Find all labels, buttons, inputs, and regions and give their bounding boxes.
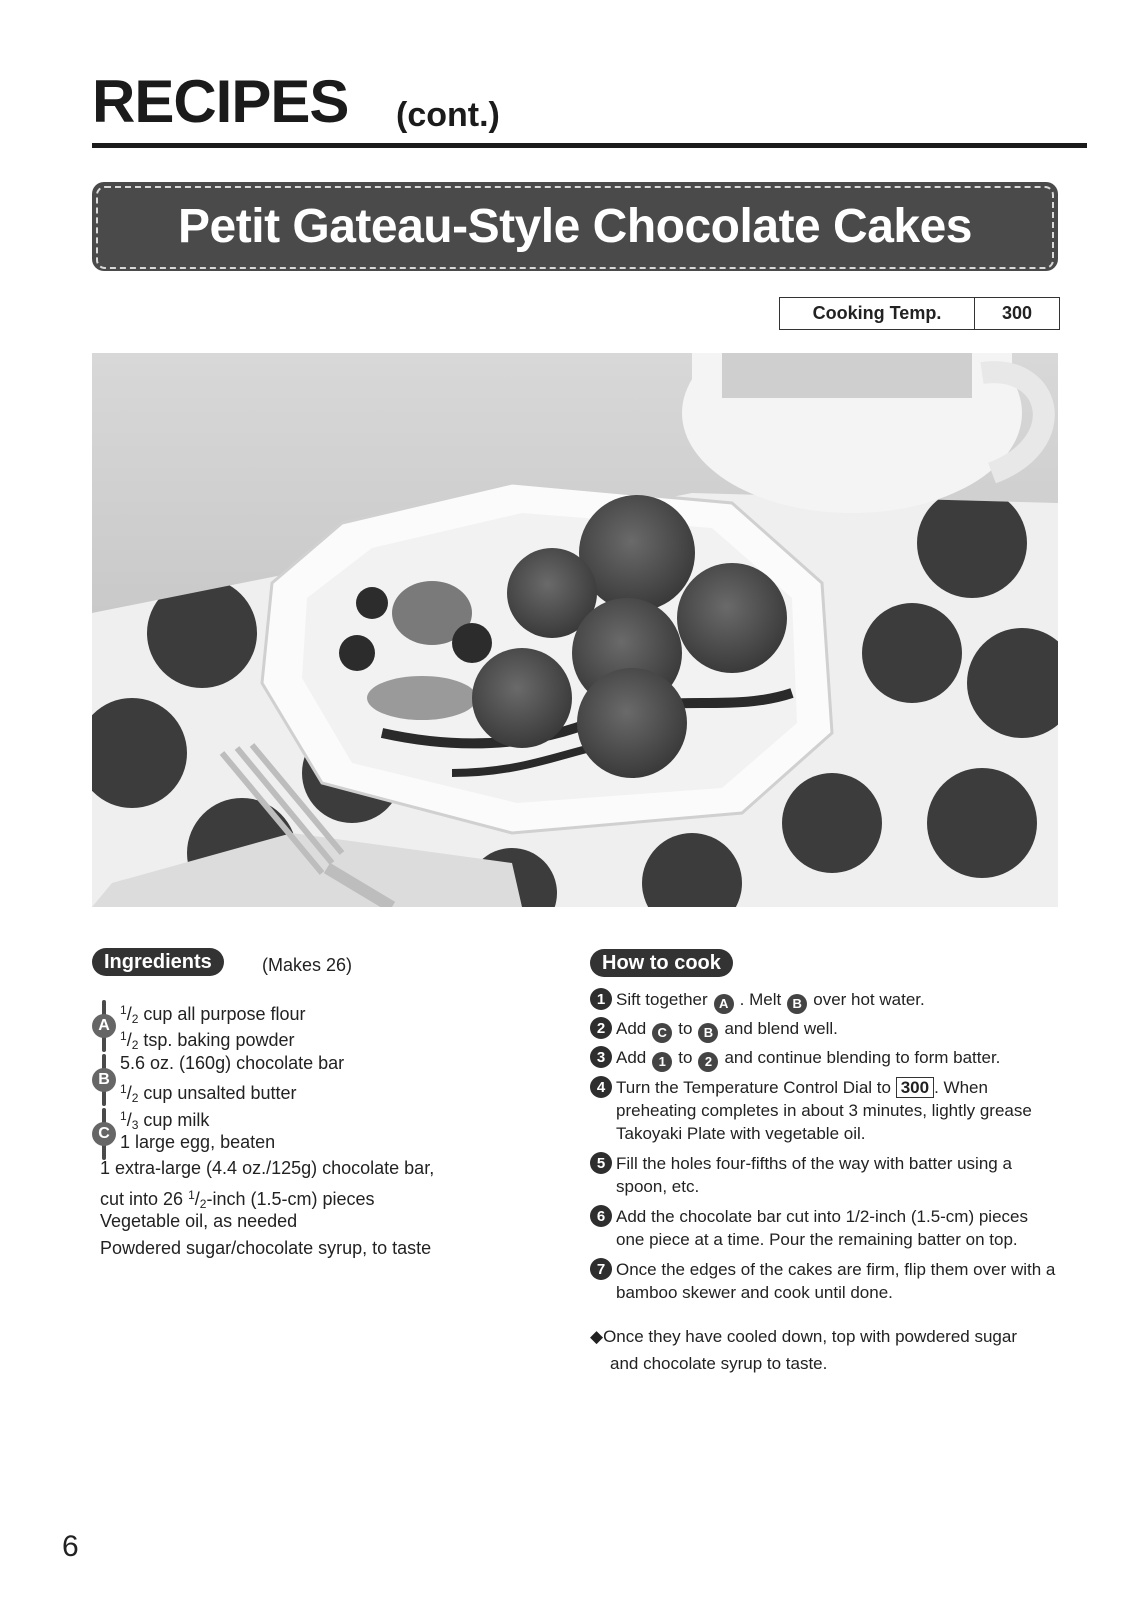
step-number-badge: 7: [590, 1258, 612, 1280]
how-to-cook-heading: How to cook: [590, 949, 733, 977]
page-number: 6: [62, 1530, 79, 1563]
ingredient-group-badge: C: [652, 1023, 672, 1043]
step-number-badge: 3: [590, 1046, 612, 1068]
step-number-badge: 6: [590, 1205, 612, 1227]
cook-step: [590, 1017, 1070, 1041]
step-number-badge: 2: [590, 1017, 612, 1039]
recipe-photo: [92, 353, 1058, 907]
serving-note: ◆Once they have cooled down, top with powdered sugar and chocolate syrup to taste.: [590, 1327, 1018, 1373]
page-title: RECIPES: [92, 68, 349, 135]
step-text: Turn the Temperature Control Dial to 300 . When preheating completes in about 3 minutes, lightly grease Takoyaki Plate with vegetable oil.: [616, 1078, 1032, 1143]
cooking-temp-label: Cooking Temp.: [780, 298, 975, 329]
header-rule: [92, 143, 1087, 148]
temp-setting-box: 300: [896, 1077, 934, 1098]
ingredient-item: $^1$/3 cup milk: [120, 1109, 210, 1132]
step-text: Sift together A . Melt B over hot water.: [616, 988, 1076, 1014]
ingredient-item: Powdered sugar/chocolate syrup, to taste: [100, 1238, 432, 1258]
step-reference-badge: 2: [698, 1052, 718, 1072]
ingredient-group-badge: B: [787, 994, 807, 1014]
ingredient-item: $^1$/2 cup unsalted butter: [120, 1082, 297, 1105]
cook-step: [590, 1046, 1070, 1070]
recipe-title: Petit Gateau-Style Chocolate Cakes: [178, 200, 972, 253]
ingredient-item: Vegetable oil, as needed: [100, 1211, 298, 1231]
ingredient-item: 5.6 oz. (160g) chocolate bar: [120, 1053, 345, 1073]
ingredients-heading: Ingredients: [92, 948, 224, 976]
step-text: Add C to B and blend well.: [616, 1017, 1076, 1043]
ingredient-item: $^1$/2 tsp. baking powder: [120, 1029, 295, 1052]
page-subtitle: (cont.): [396, 96, 500, 134]
step-number-badge: 5: [590, 1152, 612, 1174]
ingredient-item: cut into 26 $^1$/2-inch (1.5-cm) pieces: [100, 1188, 375, 1211]
group-c-badge: C: [92, 1122, 116, 1146]
group-a-badge: A: [92, 1014, 116, 1038]
ingredient-item: 1 extra-large (4.4 oz./125g) chocolate bar,: [100, 1158, 435, 1178]
cooking-temp-table: [779, 297, 1060, 330]
cook-step: [590, 1076, 1070, 1148]
cook-step: [590, 1152, 1070, 1200]
cook-step: [590, 988, 1070, 1012]
diamond-bullet-icon: ◆: [590, 1327, 604, 1346]
ingredient-group-badge: B: [698, 1023, 718, 1043]
step-number-badge: 1: [590, 988, 612, 1010]
step-number-badge: 4: [590, 1076, 612, 1098]
group-b-badge: B: [92, 1068, 116, 1092]
cook-step: [590, 1258, 1070, 1306]
ingredient-item: $^1$/2 cup all purpose flour: [120, 1003, 306, 1026]
cooking-temp-value: 300: [1001, 303, 1033, 323]
step-text: Once the edges of the cakes are firm, flip them over with a bamboo skewer and cook until done.: [616, 1260, 1056, 1302]
ingredient-group-badge: A: [714, 994, 734, 1014]
step-text: Add 1 to 2 and continue blending to form batter.: [616, 1046, 1076, 1072]
recipe-yield: (Makes 26): [262, 955, 353, 975]
cook-step: [590, 1205, 1070, 1253]
ingredient-item: 1 large egg, beaten: [120, 1132, 276, 1152]
step-text: Fill the holes four-fifths of the way with batter using a spoon, etc.: [616, 1154, 1012, 1196]
step-text: Add the chocolate bar cut into 1/2-inch (1.5-cm) pieces one piece at a time. Pour the remaining batter on top.: [616, 1207, 1028, 1249]
step-reference-badge: 1: [652, 1052, 672, 1072]
